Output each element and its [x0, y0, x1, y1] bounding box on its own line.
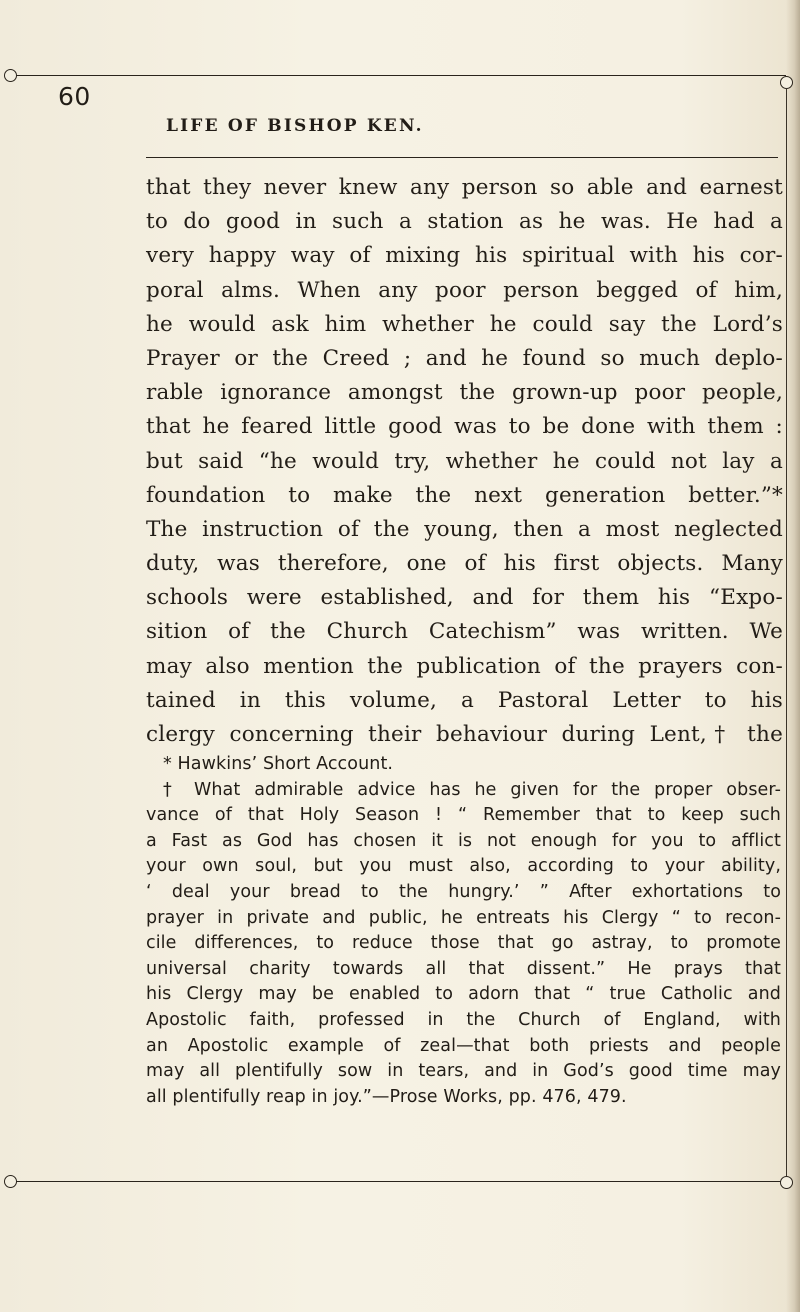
body-line: tained in this volume, a Pastoral Letter to his	[146, 687, 783, 713]
body-line: rable ignorance amongst the grown-up poor people,	[146, 380, 783, 406]
body-line: he would ask him whether he could say the Lord’s	[146, 311, 783, 337]
body-line: that they never knew any person so able and earnest	[146, 175, 783, 200]
body-line: very happy way of mixing his spiritual with his cor-	[146, 243, 783, 269]
footnote-line: cile differences, to reduce those that go astray, to promote	[146, 933, 781, 954]
header-rule	[146, 157, 778, 158]
top-frame-rule	[10, 75, 786, 76]
body-line: that he feared little good was to be done with them :	[146, 414, 783, 440]
footnote-line: may all plentifully sow in tears, and in God’s good time may	[146, 1061, 781, 1082]
body-line: The instruction of the young, then a most neglected	[146, 516, 783, 542]
footnote-line: prayer in private and public, he entreats his Clergy “ to recon-	[146, 907, 781, 928]
body-line: to do good in such a station as he was. He had a	[146, 209, 783, 235]
running-head: LIFE OF BISHOP KEN.	[166, 116, 424, 136]
body-line: may also mention the publication of the prayers con-	[146, 653, 783, 679]
bottom-frame-rule	[10, 1181, 786, 1182]
body-line: sition of the Church Catechism” was written. We	[146, 619, 783, 645]
footnote-line: Apostolic faith, professed in the Church of England, with	[146, 1009, 781, 1030]
footnote-line: your own soul, but you must also, according to your ability,	[146, 856, 781, 877]
bottom-right-ring-ornament	[780, 1176, 793, 1189]
top-left-ring-ornament	[4, 69, 17, 82]
body-line: but said “he would try, whether he could not lay a	[146, 448, 783, 474]
footnote-line: universal charity towards all that dissent.” He prays that	[146, 958, 781, 979]
body-text	[146, 171, 783, 752]
footnote-line: vance of that Holy Season ! “ Remember that to keep such	[146, 805, 781, 826]
footnote-line: an Apostolic example of zeal—that both priests and people	[146, 1035, 781, 1056]
bottom-left-ring-ornament	[4, 1175, 17, 1188]
page-number: 60	[58, 82, 91, 111]
footnote-line: † What admirable advice has he given for the proper obser-	[163, 779, 781, 800]
body-line: poral alms. When any poor person begged of him,	[146, 277, 783, 303]
body-line: clergy concerning their behaviour during Lent,† the	[146, 722, 783, 747]
footnote-line: all plentifully reap in joy.”—Prose Works, pp. 476, 479.	[146, 1086, 627, 1107]
body-line: Prayer or the Creed ; and he found so much deplo-	[146, 345, 783, 371]
footnote-line: ‘ deal your bread to the hungry.’ ” After exhortations to	[146, 881, 781, 902]
footnote-line: a Fast as God has chosen it is not enough for you to afflict	[146, 830, 781, 851]
body-line: duty, was therefore, one of his first objects. Many	[146, 551, 783, 577]
page-edge-shadow	[786, 0, 800, 1312]
footnote-line: * Hawkins’ Short Account.	[163, 754, 394, 774]
footnotes	[146, 752, 781, 1110]
right-frame-line	[786, 88, 787, 1176]
footnote-line: his Clergy may be enabled to adorn that “ true Catholic and	[146, 984, 781, 1005]
body-line: foundation to make the next generation better.”*	[146, 482, 783, 508]
body-line: schools were established, and for them his “Expo-	[146, 585, 783, 611]
